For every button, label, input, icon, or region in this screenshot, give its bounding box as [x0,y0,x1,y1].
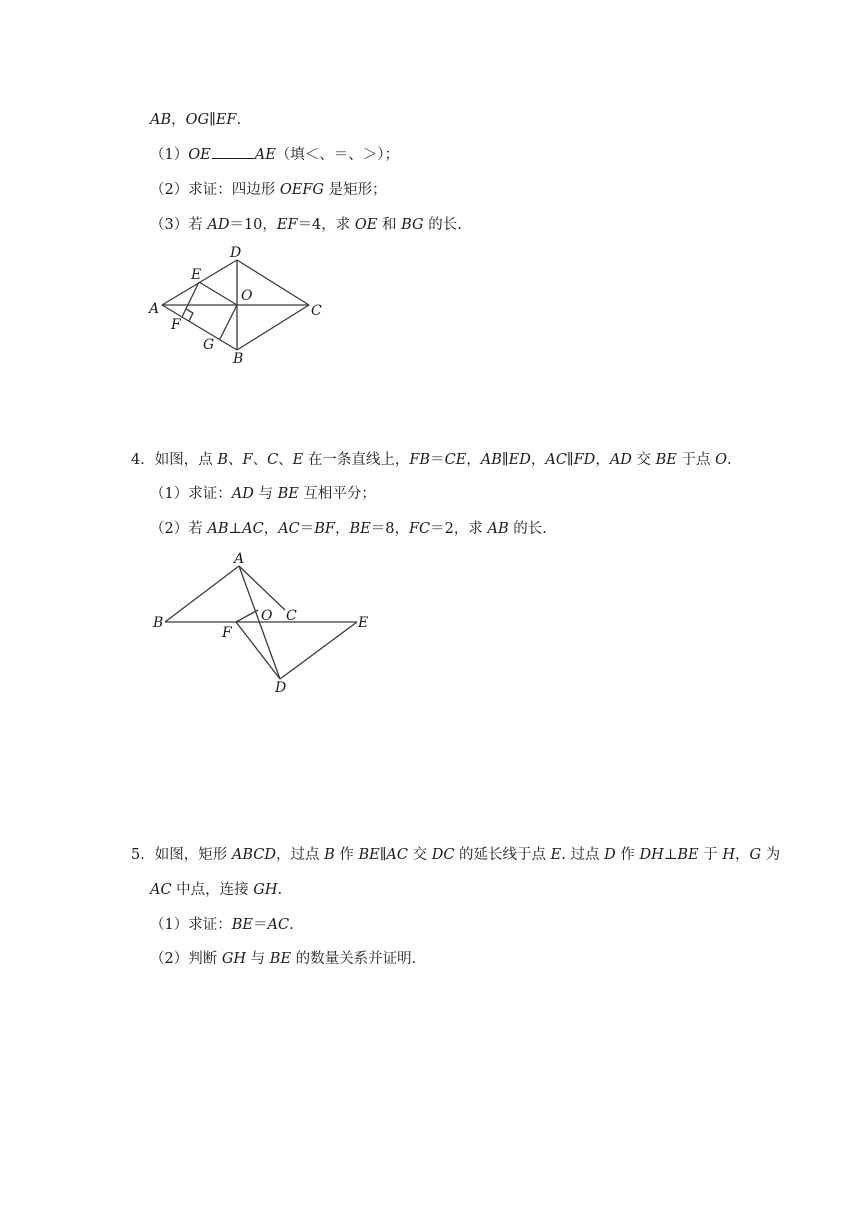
math-var: AB [150,112,172,128]
text-run: 、 [278,452,293,468]
math-var: DH [639,847,664,863]
math-var: OEFG [279,182,324,198]
text-run: 的长. [508,521,547,537]
math-var: BE [269,951,292,967]
segment-ac [239,566,285,610]
text-run: ， [171,112,186,128]
text-run: . 过点 [561,847,605,863]
math-var: BE [358,847,380,863]
q3-part1-suffix: （填＜、＝、＞）； [275,147,400,163]
text-run: （2）判断 [150,951,222,967]
text-run: 、 [228,452,243,468]
math-var: BE [349,521,371,537]
text-run: ∥ [566,452,574,468]
math-var: CE [444,452,467,468]
q3-part1-prefix: （1） [150,147,189,163]
math-var: AD [207,217,230,233]
text-run: ＝2，求 [430,521,488,537]
math-var: FB [409,452,431,468]
segment-fd [236,622,280,679]
math-var: O [715,452,727,468]
math-var: AD [609,452,632,468]
math-var: BE [655,452,677,468]
text-run: 的数量关系并证明. [291,951,417,967]
math-var: OG [185,112,210,128]
label-a: A [149,301,160,317]
math-var: AC [242,521,264,537]
math-var: DC [431,847,455,863]
math-var: F [242,452,253,468]
math-var: AC [150,882,172,898]
math-var: AB [487,521,509,537]
text-run: 交 [631,452,656,468]
math-var: ABCD [231,847,276,863]
text-run: ⊥ [663,847,678,863]
text-run: 在一条直线上， [303,452,410,468]
text-run: ， [734,847,750,863]
text-run: ， [530,452,546,468]
math-var: EF [215,112,237,128]
math-var: H [722,847,735,863]
math-var: B [217,452,228,468]
text-run: （2）求证：四边形 [150,182,280,198]
label-d: D [230,245,242,261]
text-run: ， [263,521,279,537]
text-run: 交 [407,847,432,863]
math-var: BE [677,847,699,863]
math-var: AC [386,847,408,863]
label-a: A [234,551,245,567]
label-c: C [286,608,297,624]
math-var: GH [253,882,278,898]
text-run: 中点，连接 [171,882,254,898]
math-var: GH [221,951,247,967]
label-d: D [275,680,287,696]
q5-stem-line2 [150,881,282,899]
segment-ab [165,566,239,622]
text-run: ， [595,452,610,468]
math-var: AC [278,521,300,537]
text-run: ∥ [501,452,509,468]
segment-fo [236,610,258,622]
math-var: BG [401,217,424,233]
q3-part1-var-ae: AE [254,147,276,163]
label-b: B [233,351,244,367]
label-f: F [171,317,181,333]
text-run: ＝4，求 [297,217,355,233]
math-var: D [604,847,616,863]
math-var: FD [573,452,596,468]
math-var: E [550,847,562,863]
text-run: 与 [253,486,278,502]
math-var: E [292,452,304,468]
q5-stem-line1 [131,846,780,864]
label-o: O [241,288,253,304]
math-var: FC [408,521,431,537]
text-run: 作 [334,847,359,863]
math-var: EF [276,217,298,233]
math-var: AB [480,452,502,468]
math-var: BE [277,486,299,502]
text-run: 和 [377,217,402,233]
text-run: . [277,882,283,898]
text-run: ＝ [299,521,315,537]
math-var: BE [231,917,253,933]
text-run: ⊥ [228,521,243,537]
segment-ed [280,622,357,679]
math-var: AC [545,452,567,468]
text-run: ， [335,521,350,537]
label-g: G [203,337,215,353]
text-run: （2）若 [150,521,208,537]
text-run: . [727,452,732,468]
text-run: ， [466,452,481,468]
text-run: 的延长线于点 [454,847,551,863]
q5-part2 [150,950,416,968]
text-run: ＝ [252,917,268,933]
math-var: AC [267,917,290,933]
math-var: AB [207,521,229,537]
text-run: 于 [698,847,723,863]
math-var: AD [231,486,254,502]
text-run: ＝10， [229,217,277,233]
math-var: BF [314,521,335,537]
text-run: 、 [252,452,268,468]
math-var: G [749,847,762,863]
text-run: ，过点 [275,847,325,863]
math-var: B [324,847,335,863]
text-run: ＝8， [370,521,409,537]
label-o: O [261,608,273,624]
text-run: 于点 [676,452,716,468]
label-c: C [311,303,322,319]
label-f: F [222,625,232,641]
math-var: OE [354,217,378,233]
text-run: 5．如图，矩形 [131,847,232,863]
text-run: 作 [615,847,640,863]
label-e: E [358,615,369,631]
text-run: . [236,112,242,128]
text-run: 4．如图，点 [131,452,218,468]
text-run: （1）求证： [150,486,232,502]
text-run: 的长. [423,217,462,233]
text-run: ＝ [430,452,445,468]
text-run: 为 [761,847,781,863]
text-run: ∥ [209,112,216,128]
text-run: 是矩形； [323,182,387,198]
text-run: ∥ [379,847,387,863]
text-run: 互相平分； [298,486,376,502]
math-var: ED [508,452,531,468]
text-run: 与 [246,951,270,967]
text-run: . [289,917,294,933]
text-run: （1）求证： [150,917,232,933]
label-e: E [191,267,202,283]
q5-part1 [150,916,294,934]
q3-part1-var-oe: OE [188,147,211,163]
text-run: （3）若 [150,217,208,233]
label-b: B [153,615,164,631]
math-var: C [267,452,279,468]
